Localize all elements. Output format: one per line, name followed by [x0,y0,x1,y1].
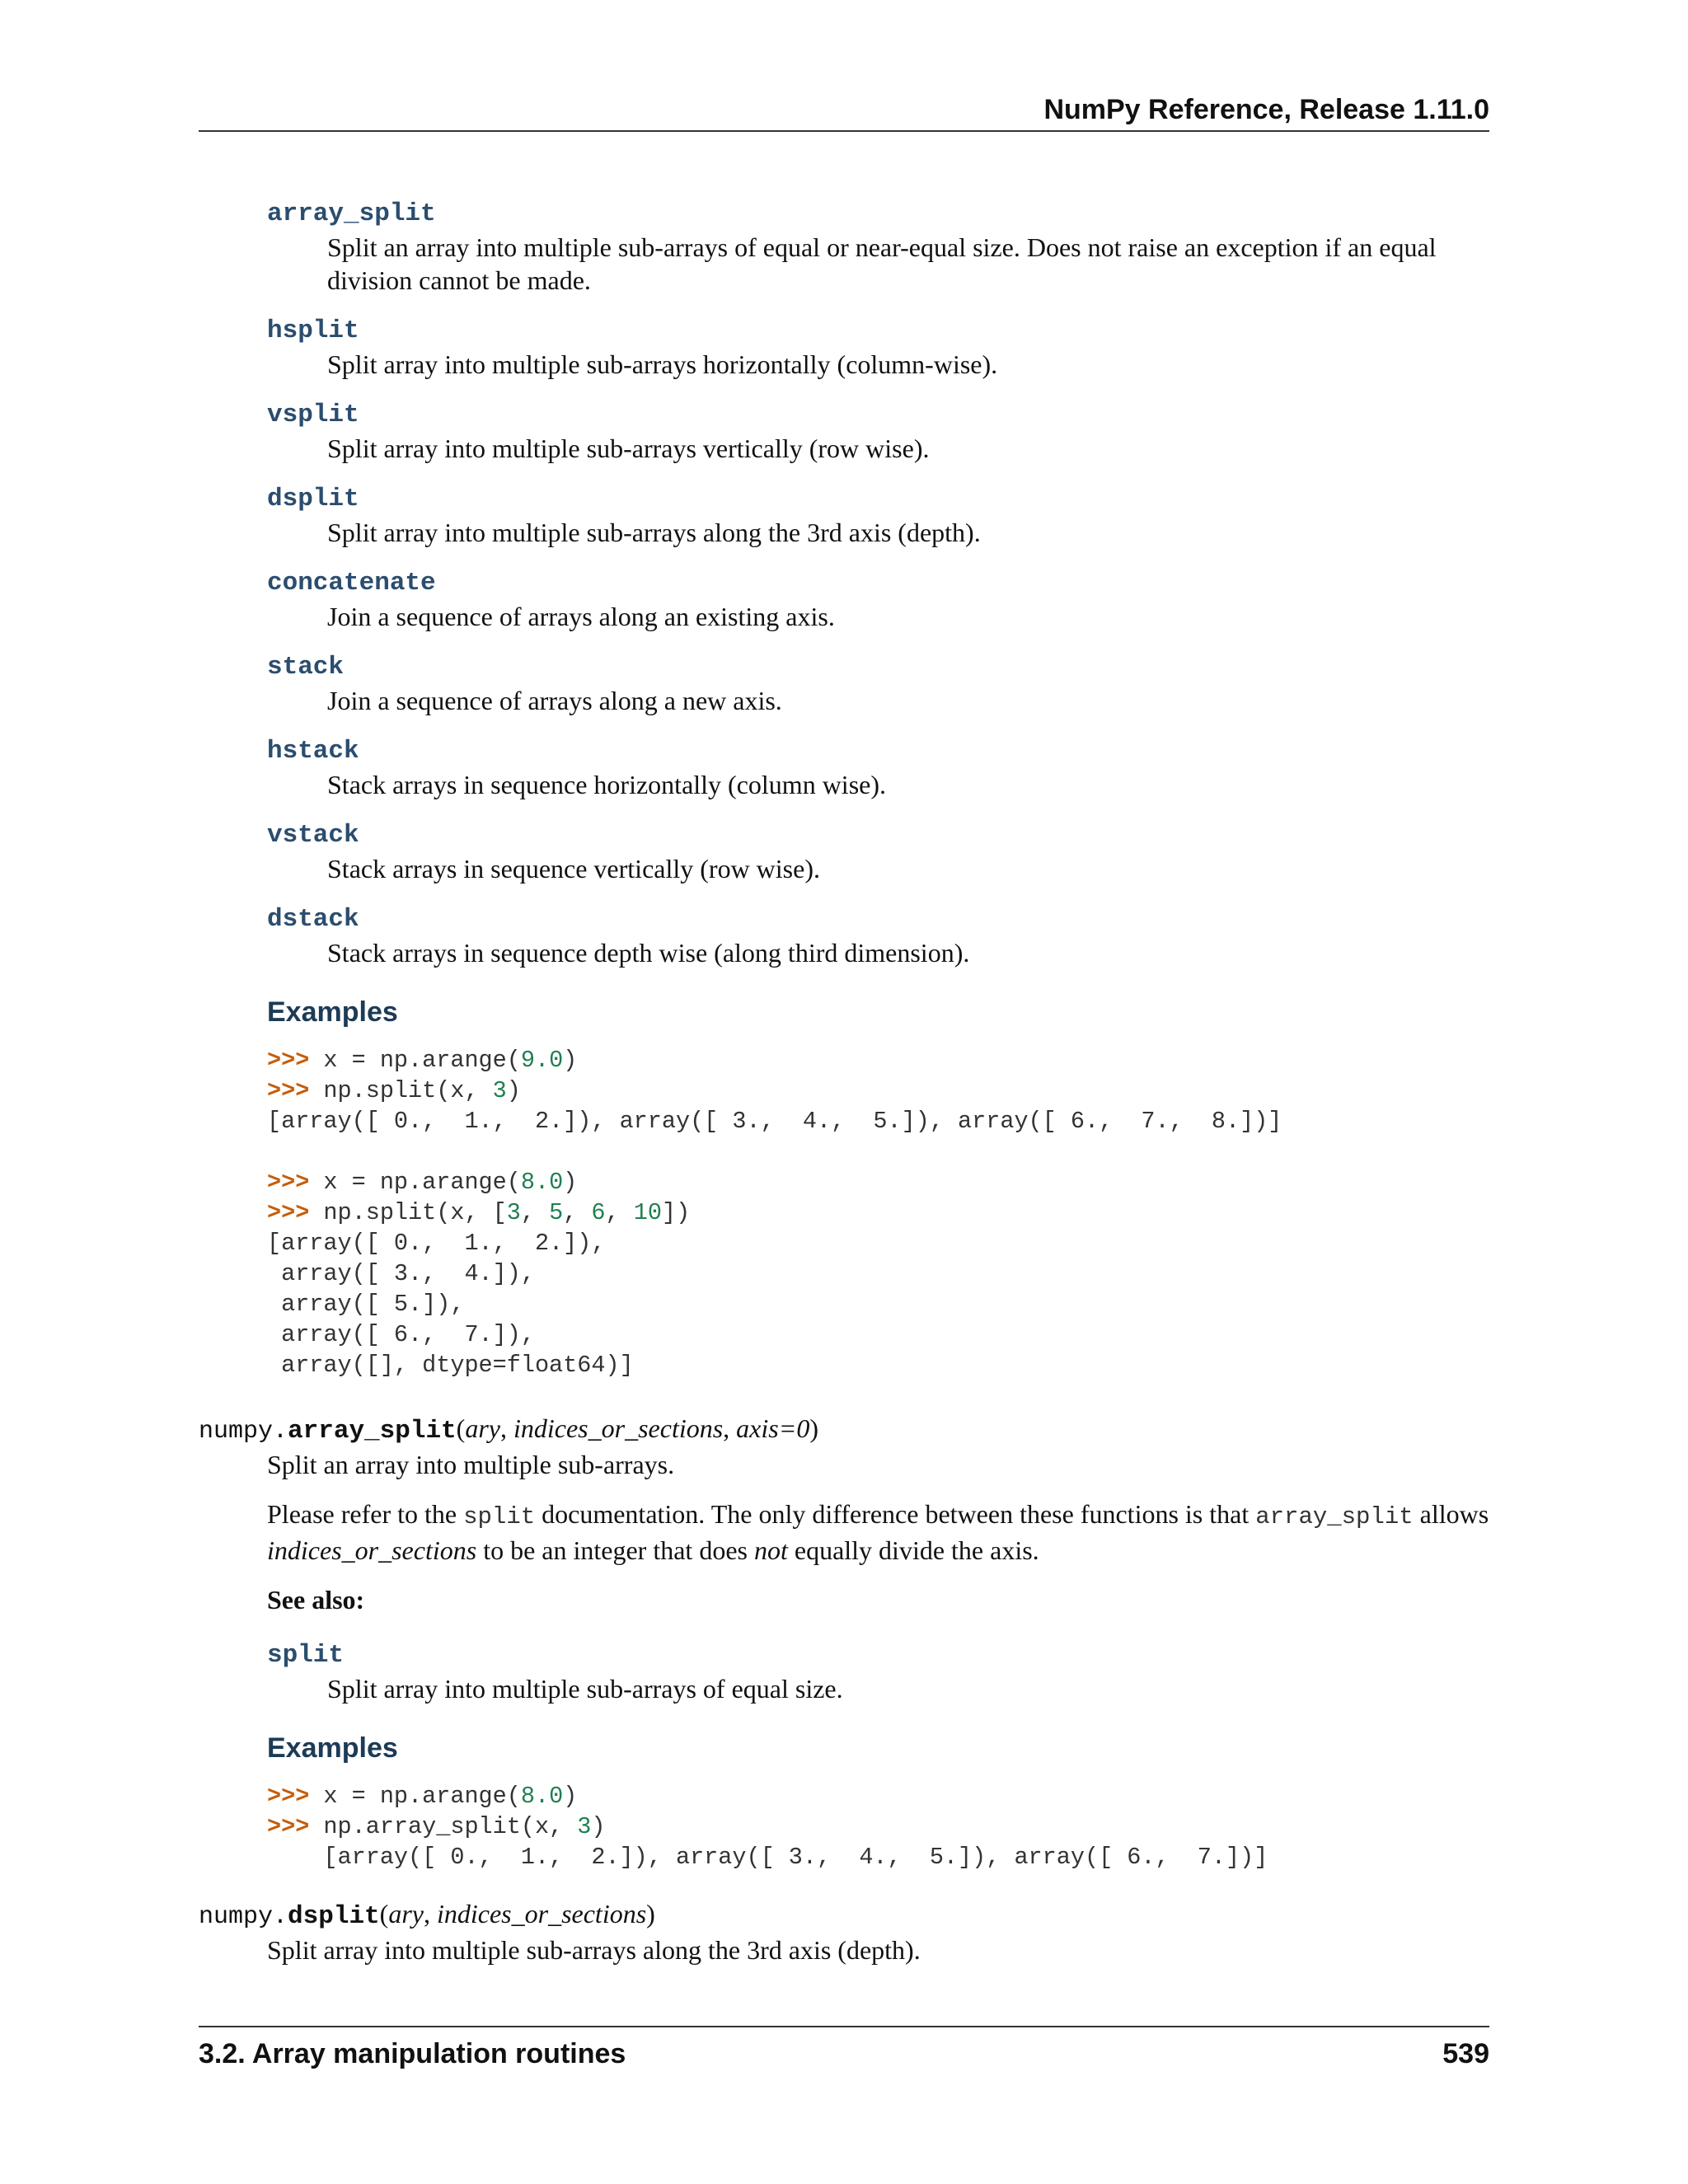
see-also-list [267,198,1489,1380]
function-signature-dsplit [199,1897,1489,1933]
code-text: ) [563,1783,578,1810]
code-prompt: >>> [267,1169,310,1196]
code-text: x = np.arange( [309,1047,521,1074]
sig-param: indices_or_sections [513,1413,724,1443]
see-also-desc: Split array into multiple sub-arrays along the 3rd axis (depth). [327,518,981,547]
see-also-desc: Stack arrays in sequence vertically (row wise). [327,854,820,883]
sig-param: ary [465,1413,500,1443]
code-output: array([ 3., 4.]), [267,1260,535,1287]
text: documentation. The only difference between these functions is that [535,1499,1256,1529]
sig-name: dsplit [288,1902,380,1931]
code-number: 9.0 [520,1047,564,1074]
examples-heading: Examples [267,996,398,1028]
code-number: 3 [506,1199,521,1226]
function-description [267,1497,1489,1567]
sig-paren: ) [646,1899,655,1929]
function-signature-array-split [199,1412,1489,1448]
code-line [267,1167,1489,1197]
emphasis: not [753,1535,788,1565]
code-text: , [563,1199,592,1226]
code-text: ) [506,1077,521,1104]
sig-module: numpy. [199,1903,288,1931]
code-line [267,1811,1489,1842]
code-prompt: >>> [267,1783,310,1810]
see-also-link-hsplit[interactable]: hsplit [267,316,359,345]
see-also-item [267,651,1489,717]
footer-section: 3.2. Array manipulation routines [199,2038,626,2069]
sig-param: axis=0 [736,1413,810,1443]
sig-paren: ( [379,1899,389,1929]
examples-heading: Examples [267,1732,398,1764]
see-also-desc: Stack arrays in sequence depth wise (along third dimension). [327,938,970,968]
see-also-item [267,399,1489,465]
see-also-link-stack[interactable]: stack [267,653,345,682]
see-also-link-split[interactable]: split [267,1641,345,1670]
code-number: 10 [633,1199,662,1226]
code-number: 8.0 [520,1783,564,1810]
see-also-link-hstack[interactable]: hstack [267,737,359,766]
see-also-desc: Split array into multiple sub-arrays of equal size. [327,1674,843,1704]
code-text: , [520,1199,550,1226]
see-also-desc: Split array into multiple sub-arrays vertically (row wise). [327,434,930,463]
code-block-split-1 [267,1045,1489,1137]
code-block-array-split [267,1781,1489,1872]
sig-sep: , [423,1899,437,1929]
code-line [267,1045,1489,1076]
see-also-item [267,735,1489,801]
header-title: NumPy Reference, Release 1.11.0 [1043,94,1489,125]
see-also-item [267,903,1489,969]
code-line [267,1781,1489,1811]
code-output: array([], dtype=float64)] [267,1352,634,1379]
sig-paren: ( [456,1413,466,1443]
code-text: ]) [661,1199,691,1226]
see-also-link-vsplit[interactable]: vsplit [267,401,359,429]
see-also-link-array-split[interactable]: array_split [267,199,436,228]
code-text: ) [591,1813,606,1840]
code-prompt: >>> [267,1813,310,1840]
sig-sep: , [499,1413,513,1443]
function-summary: Split an array into multiple sub-arrays. [267,1450,675,1479]
code-output: array([ 6., 7.]), [267,1321,535,1348]
code-text: x = np.arange( [309,1783,521,1810]
code-number: 6 [591,1199,606,1226]
code-text: ) [563,1047,578,1074]
inline-code-split: split [463,1503,536,1530]
footer-page-number: 539 [1442,2038,1489,2069]
see-also-label: See also: [267,1585,365,1615]
code-text: x = np.arange( [309,1169,521,1196]
see-also-desc: Stack arrays in sequence horizontally (column wise). [327,770,886,799]
code-output: [array([ 0., 1., 2.]), array([ 3., 4., 5.]), array([ 6., 7.])] [267,1844,1268,1871]
inline-code-array-split: array_split [1255,1503,1414,1530]
sig-param: ary [388,1899,424,1929]
code-text: , [605,1199,634,1226]
code-output: array([ 5.]), [267,1291,465,1318]
code-block-split-2 [267,1167,1489,1380]
code-text: np.array_split(x, [309,1813,578,1840]
text: allows [1413,1499,1489,1529]
see-also-desc: Split an array into multiple sub-arrays of equal or near-equal size. Does not raise an exception if an equal division cannot be made. [327,232,1437,295]
see-also-item [267,1639,1489,1705]
code-line [267,1197,1489,1228]
sig-param: indices_or_sections [436,1899,647,1929]
code-line [267,1076,1489,1106]
see-also-item [267,819,1489,885]
code-text: np.split(x, [309,1077,493,1104]
see-also-link-concatenate[interactable]: concatenate [267,569,436,598]
see-also-desc: Join a sequence of arrays along an existing axis. [327,602,835,631]
sig-paren: ) [809,1413,818,1443]
text: equally divide the axis. [787,1535,1039,1565]
code-prompt: >>> [267,1077,310,1104]
code-text: np.split(x, [ [309,1199,507,1226]
code-number: 3 [492,1077,507,1104]
text: to be an integer that does [476,1535,754,1565]
code-number: 8.0 [520,1169,564,1196]
page-content [199,198,1489,1966]
code-output: [array([ 0., 1., 2.]), [267,1230,606,1257]
see-also-link-vstack[interactable]: vstack [267,821,359,850]
text: Please refer to the [267,1499,464,1529]
see-also-item [267,483,1489,549]
code-number: 3 [577,1813,592,1840]
sig-name: array_split [288,1417,457,1446]
code-number: 5 [549,1199,564,1226]
see-also-desc: Split array into multiple sub-arrays horizontally (column-wise). [327,349,998,379]
code-prompt: >>> [267,1199,310,1226]
emphasis: indices_or_sections [267,1535,477,1565]
see-also-item [267,315,1489,381]
see-also-link-dstack[interactable]: dstack [267,905,359,934]
see-also-desc: Join a sequence of arrays along a new axis. [327,686,782,715]
sig-module: numpy. [199,1418,288,1446]
page-footer [199,2026,1489,2074]
code-prompt: >>> [267,1047,310,1074]
code-text: ) [563,1169,578,1196]
see-also-item [267,567,1489,633]
see-also-link-dsplit[interactable]: dsplit [267,485,359,513]
function-summary: Split array into multiple sub-arrays along the 3rd axis (depth). [267,1935,921,1965]
code-output: [array([ 0., 1., 2.]), array([ 3., 4., 5.]), array([ 6., 7., 8.])] [267,1108,1282,1135]
see-also-item [267,198,1489,297]
page-header [199,89,1489,132]
sig-sep: , [723,1413,737,1443]
